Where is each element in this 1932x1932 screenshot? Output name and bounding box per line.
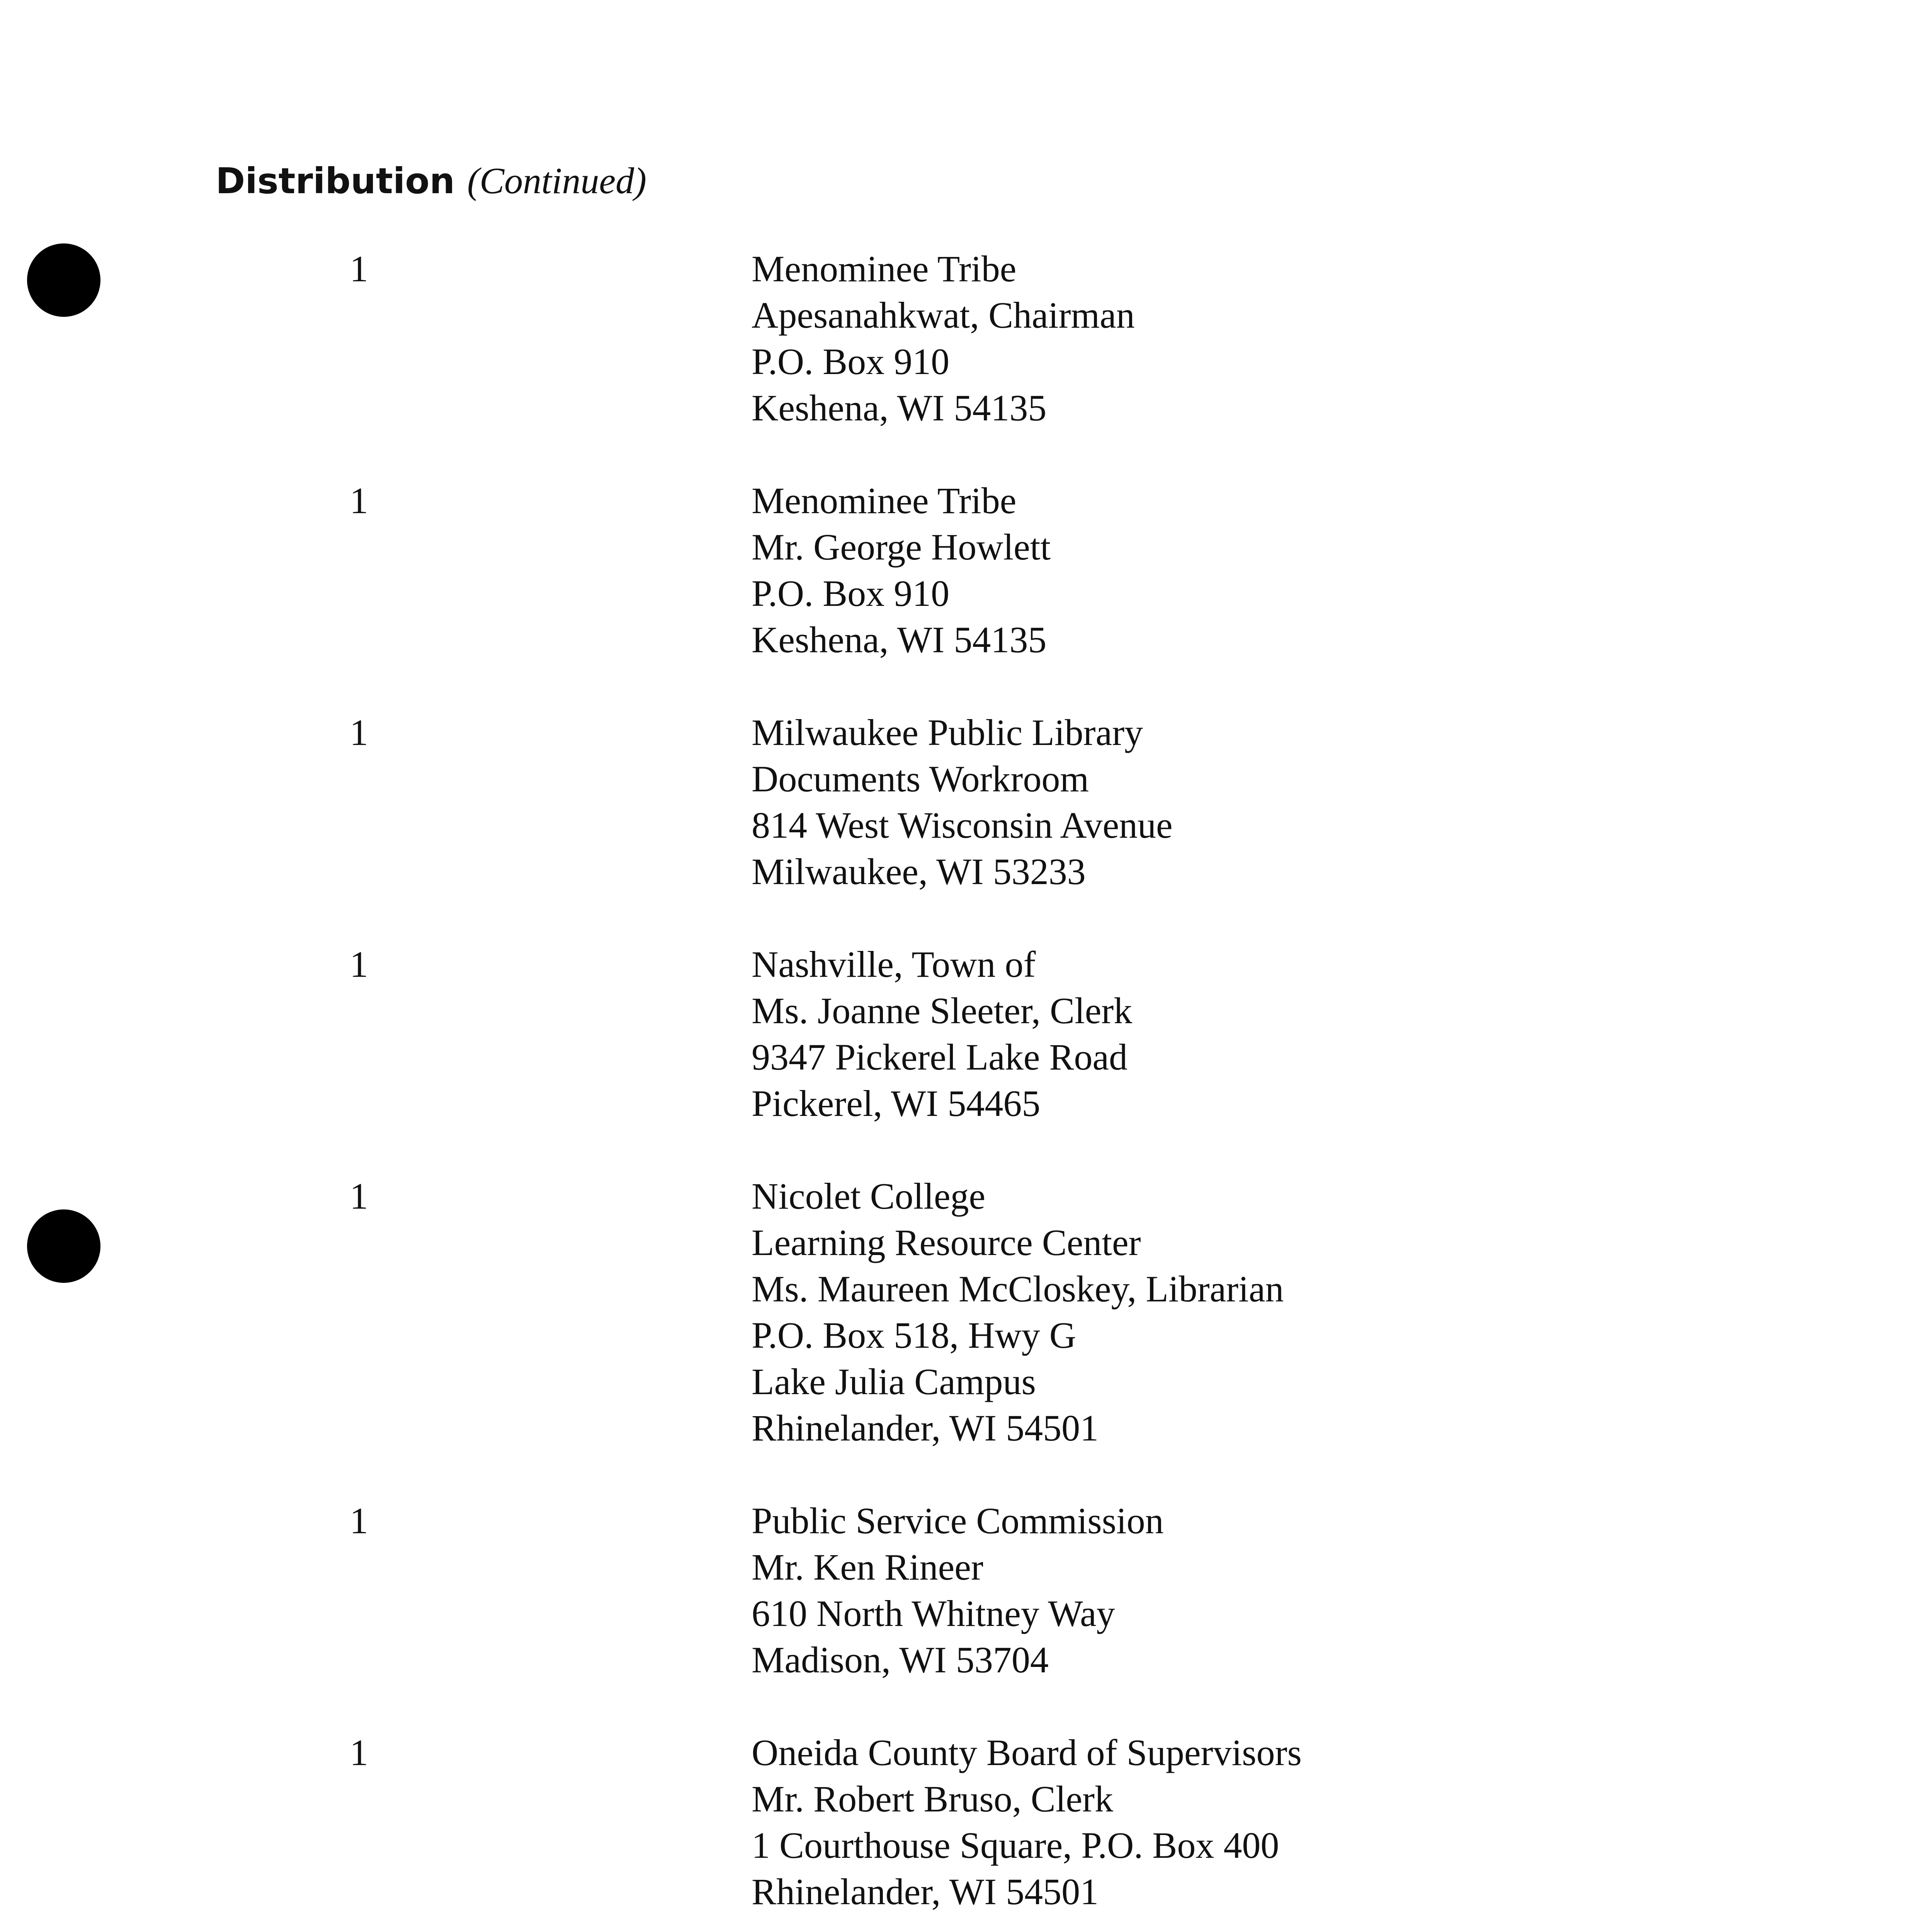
entry-address [752,246,1135,431]
address-line: Learning Resource Center [752,1222,1141,1263]
address-line: Rhinelander, WI 54501 [752,1407,1099,1449]
address-line: Ms. Joanne Sleeter, Clerk [752,990,1133,1031]
entry-address [752,478,1051,663]
address-line: Lake Julia Campus [752,1361,1036,1402]
address-line: Rhinelander, WI 54501 [752,1871,1099,1912]
entry-address [752,1730,1302,1915]
address-line: Public Service Commission [752,1500,1164,1541]
address-line: Apesanahkwat, Chairman [752,294,1135,336]
address-line: Keshena, WI 54135 [752,619,1047,660]
entry-address [752,941,1132,1127]
page-heading [216,158,646,203]
binder-hole [27,243,100,317]
entry-quantity: 1 [350,1175,368,1217]
address-line: Mr. Robert Bruso, Clerk [752,1778,1113,1820]
address-line: Pickerel, WI 54465 [752,1083,1041,1124]
heading-subtitle: (Continued) [467,160,647,201]
address-line: Ms. Maureen McCloskey, Librarian [752,1268,1284,1310]
address-line: 1 Courthouse Square, P.O. Box 400 [752,1825,1279,1866]
address-line: Nicolet College [752,1175,986,1217]
entry-address [752,1498,1164,1683]
address-line: P.O. Box 518, Hwy G [752,1315,1077,1356]
entry-quantity: 1 [350,1732,368,1773]
address-line: 9347 Pickerel Lake Road [752,1036,1128,1078]
heading-title: Distribution [216,160,455,202]
address-line: Keshena, WI 54135 [752,387,1047,429]
address-line: Menominee Tribe [752,248,1017,289]
address-line: P.O. Box 910 [752,341,950,382]
address-line: 610 North Whitney Way [752,1593,1115,1634]
entry-quantity: 1 [350,944,368,985]
entry-quantity: 1 [350,1500,368,1541]
address-line: Milwaukee, WI 53233 [752,851,1086,892]
entry-address [752,709,1173,895]
entry-address [752,1173,1284,1451]
entry-quantity: 1 [350,248,368,289]
entry-quantity: 1 [350,712,368,753]
binder-hole [27,1209,100,1283]
entry-quantity: 1 [350,480,368,521]
address-line: Mr. George Howlett [752,526,1051,568]
address-line: Menominee Tribe [752,480,1017,521]
address-line: Milwaukee Public Library [752,712,1143,753]
address-line: Oneida County Board of Supervisors [752,1732,1302,1773]
address-line: 814 West Wisconsin Avenue [752,804,1173,846]
address-line: Mr. Ken Rineer [752,1546,983,1588]
address-line: Documents Workroom [752,758,1089,799]
address-line: Madison, WI 53704 [752,1639,1049,1680]
address-line: Nashville, Town of [752,944,1036,985]
address-line: P.O. Box 910 [752,573,950,614]
